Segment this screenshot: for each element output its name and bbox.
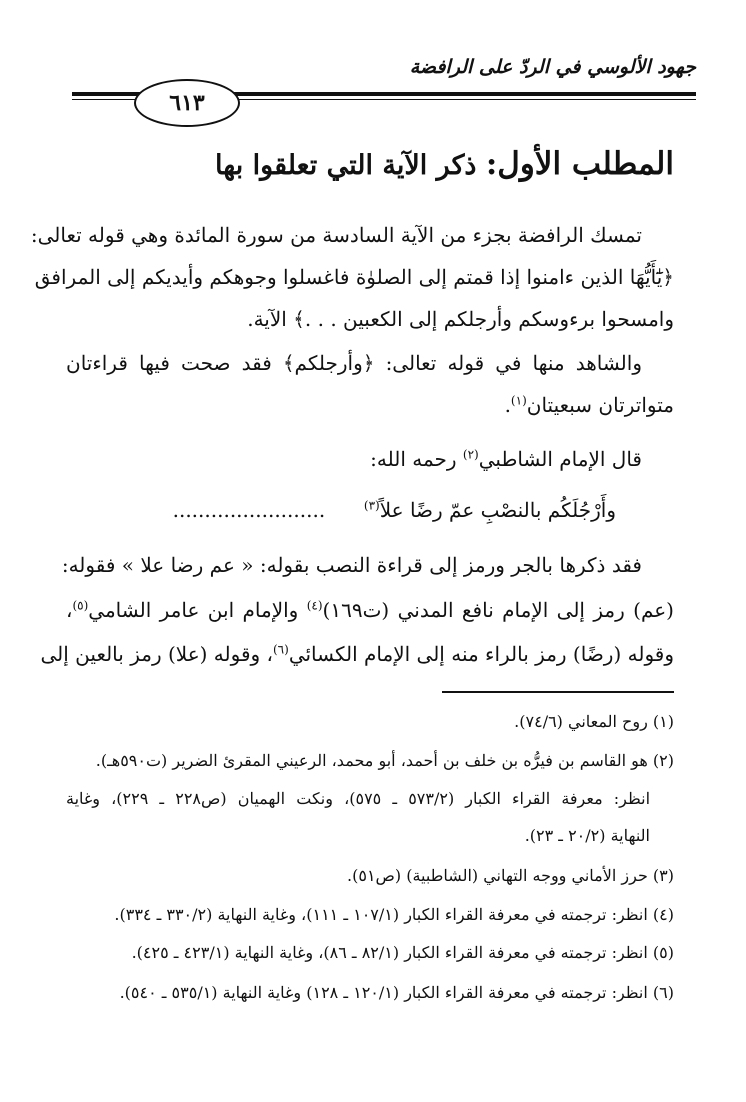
footnote-6: (٦) انظر: ترجمته في معرفة القراء الكبار (١٢٠/١ ـ ١٢٨) وغاية النهاية (٥٣٥/١ ـ ٥٤٠). [119, 983, 674, 1002]
footnote-3: (٣) حرز الأماني ووجه التهاني (الشاطبية) (ص٥١). [347, 866, 674, 885]
body-line-9-b: والإمام ابن عامر الشامي [88, 598, 307, 622]
footnote-ref-3: (٣) [363, 498, 380, 513]
verse-text: وأَرْجُلَكُم بالنصْبِ عمّ رضًا علاً [379, 498, 616, 522]
body-line-10-b: ، وقوله (علا) رمز بالعين إلى [40, 642, 273, 666]
footnote-5: (٥) انظر: ترجمته في معرفة القراء الكبار (٨٢/١ ـ ٨٦)، وغاية النهاية (٤٢٣/١ ـ ٤٢٥). [131, 943, 674, 962]
body-line-6 [66, 446, 642, 472]
running-title: جهود الألوسي في الردّ على الرافضة [409, 56, 696, 78]
footnote-2: (٢) هو القاسم بن فيرُّه بن خلف بن أحمد، أبو محمد، الرعيني المقرئ الضرير (ت٥٩٠هـ). [95, 751, 674, 770]
section-heading-label: المطلب الأول: [485, 146, 674, 182]
body-line-6-b: رحمه الله: [370, 447, 463, 471]
section-heading-text: ذكر الآية التي تعلقوا بها [215, 150, 486, 181]
body-line-1: تمسك الرافضة بجزء من الآية السادسة من سورة المائدة وهي قوله تعالى: [30, 223, 642, 247]
footnote-ref-2: (٢) [462, 447, 479, 462]
body-line-3: وامسحوا برءوسكم وأرجلكم إلى الكعبين . . .﴾ الآية. [247, 307, 674, 331]
body-line-2: ﴿يَٰٓأَيُّهَا الذين ءامنوا إذا قمتم إلى الصلوٰة فاغسلوا وجوهكم وأيديكم إلى المرافق [34, 265, 674, 289]
body-line-9-c: ، [66, 598, 73, 622]
verse-line [76, 497, 616, 523]
body-line-6-a: قال الإمام الشاطبي [478, 447, 642, 471]
body-line-5-end: . [504, 393, 511, 417]
body-line-5-text: متواترتان سبعيتان [526, 393, 674, 417]
footnote-ref-1: (١) [510, 393, 527, 408]
footnote-ref-6: (٦) [272, 642, 289, 657]
verse-dots: ........................ [172, 498, 326, 522]
body-line-10-a: وقوله (رضًا) رمز بالراء منه إلى الإمام الكسائي [288, 642, 674, 666]
footnote-4: (٤) انظر: ترجمته في معرفة القراء الكبار (١٠٧/١ ـ ١١١)، وغاية النهاية (٣٣٠/٢ ـ ٣٣٤). [114, 905, 674, 924]
body-line-5 [66, 392, 674, 418]
footnote-2-cont-1: انظر: معرفة القراء الكبار (٥٧٣/٢ ـ ٥٧٥)، ونكت الهميان (ص٢٢٨ ـ ٢٢٩)، وغاية [66, 789, 651, 808]
footnote-ref-4: (٤) [306, 598, 323, 613]
body-line-9-a: (عم) رمز إلى الإمام نافع المدني (ت١٦٩) [322, 598, 674, 622]
section-heading [64, 146, 674, 182]
footnote-2-cont-2: النهاية (٢٠/٢ ـ ٢٣). [524, 826, 650, 845]
page-number: ٦١٣ [134, 79, 240, 127]
footnote-1: (١) روح المعاني (٧٤/٦). [514, 712, 674, 731]
body-line-8: فقد ذكرها بالجر ورمز إلى قراءة النصب بقوله: « عم رضا علا » فقوله: [61, 553, 642, 577]
body-line-10 [40, 641, 674, 667]
body-line-9 [66, 597, 674, 623]
footnote-ref-5: (٥) [72, 598, 89, 613]
body-line-4: والشاهد منها في قوله تعالى: ﴿وأرجلكم﴾ فقد صحت فيها قراءتان [66, 351, 642, 375]
footnote-separator [442, 691, 674, 693]
